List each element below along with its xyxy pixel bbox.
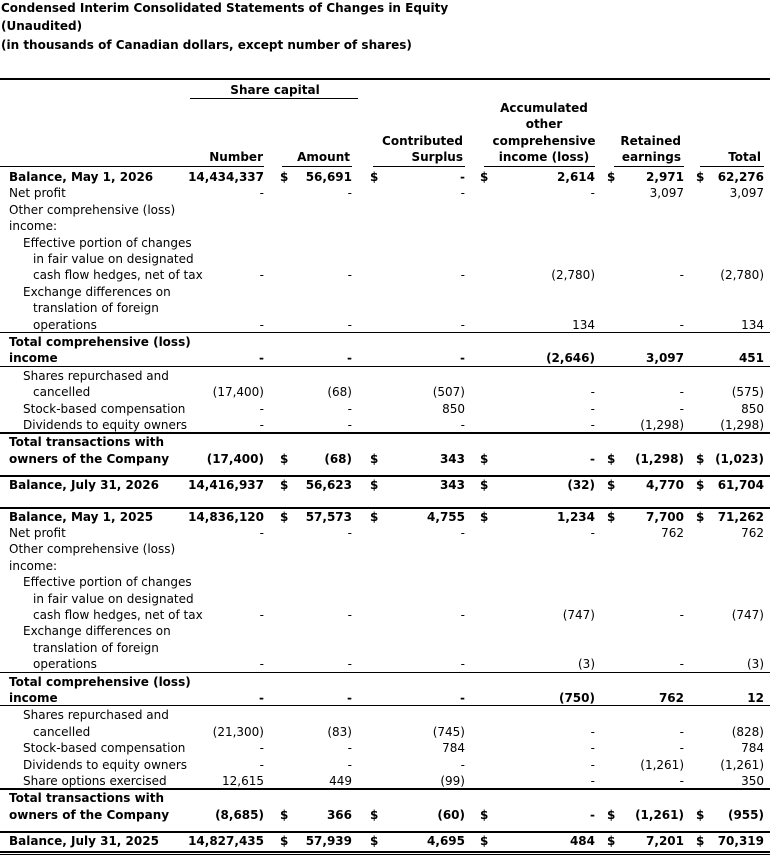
table-cell: - bbox=[460, 691, 465, 705]
currency-symbol: $ bbox=[607, 834, 616, 849]
currency-symbol: $ bbox=[696, 170, 705, 184]
table-cell: - bbox=[347, 401, 352, 416]
col-header-amount: Amount bbox=[297, 150, 350, 164]
row-separator-rule bbox=[0, 672, 770, 673]
row-label: Other comprehensive (loss) bbox=[9, 542, 176, 557]
col-group-share-capital: Share capital bbox=[230, 83, 320, 97]
table-cell: 784 bbox=[442, 741, 465, 756]
table-cell: (1,298) bbox=[640, 418, 684, 432]
row-label: operations bbox=[33, 657, 97, 672]
statement-units: (in thousands of Canadian dollars, except number of shares) bbox=[1, 38, 412, 52]
table-cell: - bbox=[679, 317, 684, 332]
row-label: Balance, July 31, 2026 bbox=[9, 478, 159, 493]
table-cell: - bbox=[259, 691, 264, 705]
row-label: Shares repurchased and bbox=[23, 368, 169, 383]
table-cell: 14,836,120 bbox=[188, 509, 264, 524]
table-cell: - bbox=[259, 757, 264, 772]
row-label: Net profit bbox=[9, 186, 66, 201]
currency-symbol: $ bbox=[370, 170, 379, 184]
table-cell: 12,615 bbox=[222, 774, 264, 788]
header-underline bbox=[0, 166, 264, 167]
table-cell: (747) bbox=[562, 608, 595, 622]
table-cell: - bbox=[347, 418, 352, 432]
row-label: translation of foreign bbox=[33, 301, 159, 316]
table-cell: (17,400) bbox=[206, 451, 264, 466]
statement-subtitle: (Unaudited) bbox=[1, 19, 83, 33]
col-header-aoci-3: comprehensive bbox=[492, 134, 596, 148]
table-cell: 4,695 bbox=[427, 834, 465, 849]
table-cell: (828) bbox=[731, 724, 764, 739]
table-cell: (32) bbox=[567, 478, 595, 493]
table-cell: 762 bbox=[661, 526, 684, 540]
table-cell: 2,971 bbox=[646, 170, 684, 184]
table-cell: 449 bbox=[329, 774, 352, 788]
table-cell: - bbox=[590, 451, 595, 466]
col-header-retained-2: earnings bbox=[621, 150, 681, 164]
table-cell: - bbox=[460, 757, 465, 772]
table-cell: 4,770 bbox=[646, 478, 684, 493]
row-label: cancelled bbox=[33, 724, 91, 739]
col-header-aoci-4: income (loss) bbox=[498, 150, 590, 164]
table-cell: - bbox=[460, 170, 465, 184]
table-cell: - bbox=[460, 317, 465, 332]
header-underline bbox=[484, 166, 595, 167]
table-cell: 1,234 bbox=[557, 509, 595, 524]
row-label: Other comprehensive (loss) bbox=[9, 202, 176, 217]
col-header-aoci-2: other bbox=[525, 117, 563, 131]
table-cell: - bbox=[347, 351, 352, 366]
table-cell: 350 bbox=[741, 774, 764, 788]
row-label: Total comprehensive (loss) bbox=[9, 674, 191, 689]
col-header-contributed-1: Contributed bbox=[382, 134, 463, 148]
table-cell: (2,646) bbox=[546, 351, 595, 366]
table-cell: - bbox=[259, 351, 264, 366]
table-cell: - bbox=[259, 268, 264, 283]
table-cell: 3,097 bbox=[646, 351, 684, 366]
closing-double-rule bbox=[0, 854, 770, 855]
row-label: Stock-based compensation bbox=[23, 741, 186, 756]
currency-symbol: $ bbox=[370, 834, 379, 849]
table-cell: - bbox=[460, 351, 465, 366]
table-cell: (68) bbox=[327, 385, 352, 400]
row-label: cancelled bbox=[33, 385, 91, 400]
currency-symbol: $ bbox=[696, 451, 705, 466]
row-separator-rule bbox=[0, 332, 770, 333]
table-cell: (1,298) bbox=[720, 418, 764, 432]
currency-symbol: $ bbox=[480, 834, 489, 849]
table-cell: 850 bbox=[741, 401, 764, 416]
table-cell: (83) bbox=[327, 724, 352, 739]
table-cell: 366 bbox=[326, 807, 352, 822]
table-cell: (2,780) bbox=[720, 268, 764, 283]
currency-symbol: $ bbox=[696, 509, 705, 524]
row-label: in fair value on designated bbox=[33, 252, 194, 266]
table-cell: 3,097 bbox=[649, 186, 684, 201]
table-cell: 14,416,937 bbox=[188, 478, 264, 493]
row-label: cash flow hedges, net of tax bbox=[33, 268, 203, 283]
statement-title: Condensed Interim Consolidated Statements of Changes in Equity bbox=[1, 1, 449, 15]
table-cell: - bbox=[590, 401, 595, 416]
table-cell: 57,573 bbox=[305, 509, 352, 524]
table-cell: - bbox=[259, 657, 264, 672]
closing-double-rule bbox=[0, 851, 770, 853]
col-header-aoci-1: Accumulated bbox=[500, 101, 588, 115]
table-cell: - bbox=[259, 186, 264, 201]
currency-symbol: $ bbox=[607, 478, 616, 493]
row-label: translation of foreign bbox=[33, 640, 159, 655]
row-label: Shares repurchased and bbox=[23, 708, 169, 723]
currency-symbol: $ bbox=[280, 807, 289, 822]
table-cell: - bbox=[259, 317, 264, 332]
table-cell: 762 bbox=[658, 691, 684, 705]
table-cell: (8,685) bbox=[215, 807, 264, 822]
table-cell: (507) bbox=[432, 385, 465, 400]
currency-symbol: $ bbox=[696, 834, 705, 849]
currency-symbol: $ bbox=[696, 478, 705, 493]
row-label: Effective portion of changes bbox=[23, 235, 192, 250]
row-label: cash flow hedges, net of tax bbox=[33, 608, 203, 622]
table-cell: 762 bbox=[741, 526, 764, 540]
row-label: Dividends to equity owners bbox=[23, 418, 188, 432]
header-underline bbox=[282, 166, 352, 167]
table-cell: - bbox=[679, 741, 684, 756]
currency-symbol: $ bbox=[607, 451, 616, 466]
table-cell: - bbox=[679, 774, 684, 788]
table-cell: - bbox=[460, 418, 465, 432]
table-cell: - bbox=[259, 741, 264, 756]
table-cell: - bbox=[347, 317, 352, 332]
table-cell: 7,201 bbox=[646, 834, 684, 849]
col-header-contributed-2: Surplus bbox=[411, 150, 463, 164]
table-cell: (17,400) bbox=[212, 385, 264, 400]
table-cell: (745) bbox=[432, 724, 465, 739]
table-cell: 3,097 bbox=[729, 186, 764, 201]
row-label: Exchange differences on bbox=[23, 624, 171, 639]
currency-symbol: $ bbox=[280, 170, 289, 184]
header-underline bbox=[614, 166, 684, 167]
row-label: Balance, May 1, 2026 bbox=[9, 170, 154, 184]
table-cell: - bbox=[590, 741, 595, 756]
table-cell: 12 bbox=[747, 691, 764, 705]
table-cell: - bbox=[347, 608, 352, 622]
table-cell: (1,261) bbox=[635, 807, 684, 822]
table-cell: - bbox=[347, 691, 352, 705]
row-label: Share options exercised bbox=[23, 774, 167, 788]
table-cell: 14,434,337 bbox=[188, 170, 264, 184]
row-separator-rule bbox=[0, 705, 770, 706]
table-cell: (1,261) bbox=[640, 757, 684, 772]
table-cell: 14,827,435 bbox=[188, 834, 264, 849]
table-cell: 4,755 bbox=[427, 509, 465, 524]
table-cell: 343 bbox=[439, 478, 465, 493]
currency-symbol: $ bbox=[607, 170, 616, 184]
table-cell: - bbox=[259, 526, 264, 540]
table-cell: 56,623 bbox=[305, 478, 352, 493]
table-cell: - bbox=[590, 757, 595, 772]
currency-symbol: $ bbox=[480, 478, 489, 493]
table-cell: 343 bbox=[439, 451, 465, 466]
table-cell: 2,614 bbox=[557, 170, 595, 184]
table-cell: 784 bbox=[741, 741, 764, 756]
currency-symbol: $ bbox=[280, 451, 289, 466]
currency-symbol: $ bbox=[607, 807, 616, 822]
table-cell: 484 bbox=[569, 834, 595, 849]
table-cell: - bbox=[590, 774, 595, 788]
table-cell: - bbox=[347, 757, 352, 772]
table-cell: 71,262 bbox=[717, 509, 764, 524]
currency-symbol: $ bbox=[280, 509, 289, 524]
currency-symbol: $ bbox=[370, 807, 379, 822]
row-label: Total transactions with bbox=[9, 435, 165, 450]
row-label: Total transactions with bbox=[9, 791, 165, 806]
table-cell: (747) bbox=[731, 608, 764, 622]
table-cell: - bbox=[347, 741, 352, 756]
row-label: Exchange differences on bbox=[23, 284, 171, 299]
table-cell: - bbox=[679, 657, 684, 672]
header-underline bbox=[700, 166, 764, 167]
row-label: owners of the Company bbox=[9, 807, 170, 822]
table-cell: - bbox=[679, 268, 684, 283]
table-cell: - bbox=[590, 526, 595, 540]
share-capital-underline bbox=[190, 98, 358, 99]
currency-symbol: $ bbox=[370, 451, 379, 466]
table-cell: - bbox=[460, 526, 465, 540]
table-cell: - bbox=[259, 608, 264, 622]
row-label: income bbox=[9, 691, 58, 705]
table-cell: - bbox=[347, 657, 352, 672]
table-cell: - bbox=[259, 401, 264, 416]
table-cell: - bbox=[590, 807, 595, 822]
table-cell: 56,691 bbox=[305, 170, 352, 184]
table-cell: 451 bbox=[738, 351, 764, 366]
table-cell: - bbox=[679, 385, 684, 400]
table-cell: (750) bbox=[558, 691, 595, 705]
table-cell: - bbox=[460, 608, 465, 622]
table-cell: (955) bbox=[727, 807, 764, 822]
table-cell: 62,276 bbox=[717, 170, 764, 184]
row-label: income: bbox=[9, 558, 57, 573]
row-label: in fair value on designated bbox=[33, 591, 194, 606]
currency-symbol: $ bbox=[696, 807, 705, 822]
col-header-retained-1: Retained bbox=[620, 134, 681, 148]
table-cell: - bbox=[590, 724, 595, 739]
table-cell: - bbox=[347, 186, 352, 201]
table-cell: - bbox=[590, 418, 595, 432]
currency-symbol: $ bbox=[280, 478, 289, 493]
row-label: income bbox=[9, 351, 58, 366]
table-cell: 134 bbox=[741, 317, 764, 332]
table-cell: - bbox=[347, 526, 352, 540]
currency-symbol: $ bbox=[370, 478, 379, 493]
table-cell: 850 bbox=[442, 401, 465, 416]
currency-symbol: $ bbox=[280, 834, 289, 849]
currency-symbol: $ bbox=[370, 509, 379, 524]
table-cell: 7,700 bbox=[646, 509, 684, 524]
table-cell: - bbox=[259, 418, 264, 432]
table-cell: 61,704 bbox=[717, 478, 764, 493]
table-cell: (3) bbox=[578, 657, 595, 672]
col-header-number: Number bbox=[209, 150, 263, 164]
row-label: Net profit bbox=[9, 526, 66, 540]
row-label: operations bbox=[33, 317, 97, 332]
table-cell: - bbox=[590, 186, 595, 201]
table-cell: (99) bbox=[440, 774, 465, 788]
table-cell: 57,939 bbox=[305, 834, 352, 849]
table-cell: 134 bbox=[572, 317, 595, 332]
table-cell: - bbox=[679, 724, 684, 739]
table-cell: (1,298) bbox=[635, 451, 684, 466]
row-label: Dividends to equity owners bbox=[23, 757, 188, 772]
currency-symbol: $ bbox=[607, 509, 616, 524]
currency-symbol: $ bbox=[480, 807, 489, 822]
table-cell: (21,300) bbox=[212, 724, 264, 739]
header-top-rule bbox=[0, 78, 770, 80]
row-separator-rule bbox=[0, 366, 770, 367]
header-underline bbox=[373, 166, 465, 167]
table-cell: (1,261) bbox=[720, 757, 764, 772]
table-cell: (575) bbox=[731, 385, 764, 400]
table-cell: (68) bbox=[324, 451, 352, 466]
table-cell: 70,319 bbox=[717, 834, 764, 849]
col-header-total: Total bbox=[728, 150, 761, 164]
table-cell: (1,023) bbox=[715, 451, 764, 466]
row-label: Balance, May 1, 2025 bbox=[9, 509, 154, 524]
table-cell: - bbox=[347, 268, 352, 283]
row-label: Balance, July 31, 2025 bbox=[9, 834, 159, 849]
table-cell: - bbox=[590, 385, 595, 400]
row-label: Stock-based compensation bbox=[23, 401, 186, 416]
table-cell: - bbox=[679, 401, 684, 416]
row-label: owners of the Company bbox=[9, 451, 170, 466]
currency-symbol: $ bbox=[480, 451, 489, 466]
currency-symbol: $ bbox=[480, 170, 489, 184]
table-cell: (2,780) bbox=[551, 268, 595, 283]
table-cell: (3) bbox=[747, 657, 764, 672]
table-cell: - bbox=[460, 268, 465, 283]
row-label: income: bbox=[9, 219, 57, 234]
row-label: Effective portion of changes bbox=[23, 575, 192, 590]
table-cell: - bbox=[679, 608, 684, 622]
table-cell: - bbox=[460, 186, 465, 201]
currency-symbol: $ bbox=[480, 509, 489, 524]
table-cell: (60) bbox=[437, 807, 465, 822]
row-label: Total comprehensive (loss) bbox=[9, 335, 191, 349]
table-cell: - bbox=[460, 657, 465, 672]
